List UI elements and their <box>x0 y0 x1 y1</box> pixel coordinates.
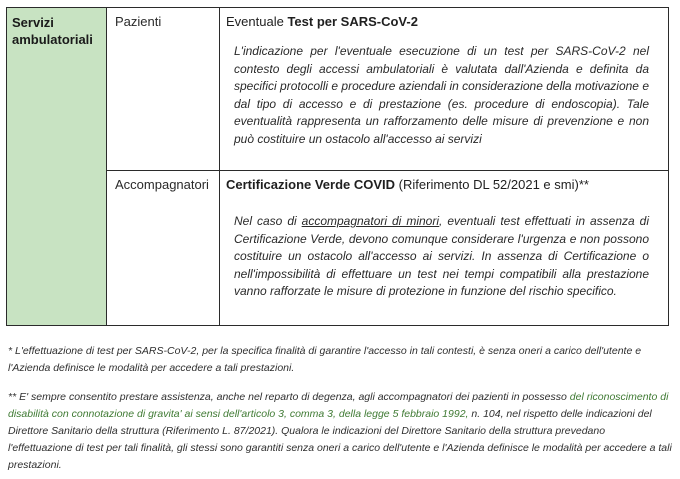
heading-bold: Test per SARS-CoV-2 <box>287 14 418 29</box>
heading-prefix: Eventuale <box>226 14 288 29</box>
heading-suffix: (Riferimento DL 52/2021 e smi)** <box>395 177 589 192</box>
section-cell <box>7 8 107 325</box>
content-cell-patients <box>220 8 668 171</box>
heading-patients <box>226 14 418 29</box>
footnote-1: * L'effettuazione di test per SARS-CoV-2, per la specifica finalità di garantire l'accesso in tali contesti, è senza oneri a carico dell'utente e l'Azienda definisce le modalità per accedere a tali prestazioni. <box>8 345 642 374</box>
underlined-phrase: accompagnatori di minori <box>301 214 439 228</box>
section-label: Servizi ambulatoriali <box>12 15 93 47</box>
heading-companions <box>226 177 589 192</box>
footnote-2-end: n. 104, nel rispetto delle indicazioni del Direttore Sanitario della struttura (Riferimento L. 87/2021). Qualora le indicazioni del Direttore Sanitario della struttura prevedano l'effettuazione di test per tali finalità, gli stessi sono garantiti senza oneri a carico dell'utente e l'Azienda definisce le modalità per accedere a tali prestazioni. <box>8 408 672 471</box>
row-label-companions: Accompagnatori <box>115 177 209 192</box>
body-before: Nel caso di <box>234 214 302 228</box>
footnote-2-highlight: del riconoscimento di disabilità con connotazione di gravita' ai sensi dell'articolo 3, comma 3, della legge 5 febbraio 1992, <box>8 391 669 420</box>
heading-bold: Certificazione Verde COVID <box>226 177 396 192</box>
services-table <box>6 7 669 326</box>
body-companions <box>234 213 649 301</box>
row-label-patients: Pazienti <box>115 14 162 29</box>
footnote-2-start: ** E' sempre consentito prestare assistenza, anche nel reparto di degenza, agli accompagnatori dei pazienti in possesso <box>8 391 567 403</box>
body-after: , eventuali test effettuati in assenza di Certificazione Verde, devono comunque considerare l'urgenza e non possono costituire un ostacolo all'accesso ai servizi. In assenza di Certificazione o nell'impossibilità di effettuare un test nei tempi compatibili alla prestazione vanno rafforzate le misure di protezione in funzione del rischio specifico. <box>234 214 649 298</box>
row-label-cell-companions <box>107 171 220 325</box>
row-label-cell-patients <box>107 8 220 171</box>
body-patients: L'indicazione per l'eventuale esecuzione di un test per SARS-CoV-2 nel contesto degli accessi ambulatoriali è valutata dall'Azienda e definita da specifici protocolli e procedure aziendali in considerazione della motivazione e dal tipo di accesso e di prestazione (es. procedure di endoscopia). Tale eventualità rappresenta un rafforzamento delle misure di prevenzione e non può costituire un ostacolo all'accesso ai servizi <box>234 44 649 146</box>
content-cell-companions <box>220 171 668 325</box>
footnote-2 <box>8 389 672 474</box>
